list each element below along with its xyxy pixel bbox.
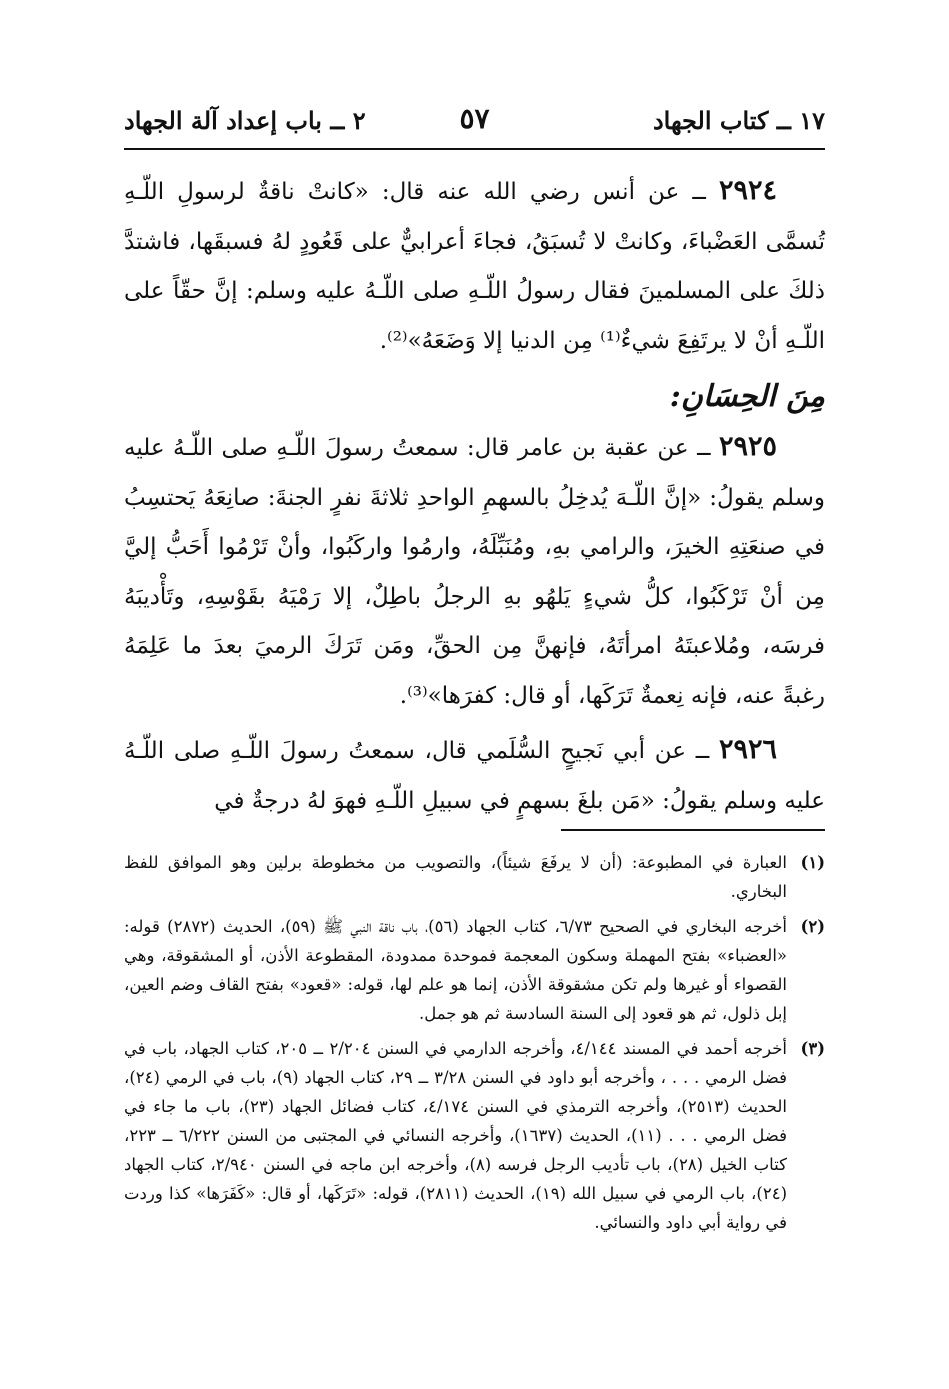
footnote-text: أخرجه أحمد في المسند ٤/١٤٤، وأخرجه الدارمي في السنن ٢/٢٠٤ ــ ٢٠٥، كتاب الجهاد، باب في فضل الرمي . . . ، وأخرجه أبو داود في السنن ٣/٢٨ ــ ٢٩، كتاب الجهاد (٩)، باب في الرمي (٢٤)، الحديث (٢٥١٣)، وأخرجه الترمذي في السنن ٤/١٧٤، كتاب فضائل الجهاد (٢٣)، باب ما جاء في فضل الرمي . . . (١١)، الحديث (١٦٣٧)، وأخرجه النسائي في المجتبى من السنن ٦/٢٢٢ ــ ٢٢٣، كتاب الخيل (٢٨)، باب تأديب الرجل فرسه (٨)، وأخرجه ابن ماجه في السنن ٢/٩٤٠، كتاب الجهاد (٢٤)، باب الرمي في سبيل الله (١٩)، الحديث (٢٨١١)، قوله: «تَرَكَها، أو قال: «كَفَرَها» كذا وردت في رواية أبي داود والنسائي. [124,1039,788,1232]
hadith-2924 [124,166,825,366]
footnote-text: العبارة في المطبوعة: (أن لا يرفَعَ شيئاً)، والتصويب من مخطوطة برلين وهو الموافق للفظ البخاري. [124,853,787,901]
footnotes [124,848,825,1243]
footnote-3 [124,1034,825,1237]
footnote-text: أخرجه البخاري في الصحيح ٦/٧٣، كتاب الجهاد (٥٦)، باب ناقة النبي ﷺ (٥٩)، الحديث (٢٨٧٢) قوله: «العضباء» بفتح المهملة وسكون المعجمة فموحدة ممدودة، المقطوعة الأذن، أو المشقوقة، وهي القصواء أو غيرها ولم تكن مشقوقة الأذن، إنما هو علم لها، قوله: «قعود» بفتح القاف وضم العين، إبل ذلول، ثم هو قعود إلى السنة السادسة ثم هو جمل. [124,917,788,1023]
footnote-number: (٢) [800,917,825,936]
footnote-number: (١) [800,853,825,872]
hadith-text: ــ عن أبي نَجيحٍ السُّلَمي قال، سمعتُ رسولَ اللّـهِ صلى اللّـهُ عليه وسلم يقولُ: «مَن بلغَ بسهمٍ في سبيلِ اللّـهِ فهوَ لهُ درجةٌ في [124,738,825,814]
section-title-header: ٢ ــ باب إعداد آلة الجهاد [124,106,366,135]
hadith-number: ٢٩٢٤ [719,175,778,206]
hadith-2925 [124,422,825,721]
footnote-divider [561,829,825,831]
page-number: ٥٧ [459,102,490,135]
running-header [124,102,825,150]
hadith-number: ٢٩٢٥ [718,431,777,462]
chapter-title: ١٧ ــ كتاب الجهاد [652,106,825,135]
footnote-1 [124,848,825,906]
hadith-text: ــ عن عقبة بن عامر قال: سمعتُ رسولَ اللّـهِ صلى اللّـهُ عليه وسلم يقولُ: «إنَّ اللّـهَ يُدخِلُ بالسهمِ الواحدِ ثلاثةَ نفرٍ الجنةَ: صانِعَهُ يَحتسِبُ في صنعَتِهِ الخيرَ، والرامي بهِ، ومُنَبِّلَهُ، وارمُوا واركَبُوا، وأنْ تَرْمُوا أَحَبُّ إليَّ مِن أنْ تَرْكَبُوا، كلُّ شيءٍ يَلهُو بهِ الرجلُ باطِلٌ، إلا رَمْيَهُ بقَوْسِهِ، وتَأْديبَهُ فرسَه، ومُلاعبتَهُ امرأتَهُ، فإنهنَّ مِن الحقِّ، ومَن تَرَكَ الرميَ بعدَ ما عَلِمَهُ رغبةً عنه، فإنه نِعمةٌ تَرَكَها، أو قال: كفرَها»⁽³⁾. [124,435,825,709]
hadith-text: ــ عن أنس رضي الله عنه قال: «كانتْ ناقةٌ لرسولِ اللّـهِ تُسمَّى العَضْباءَ، وكانتْ لا تُسبَقُ، فجاءَ أعرابيٌّ على قَعُودٍ لهُ فسبقَها، فاشتدَّ ذلكَ على المسلمينَ فقال رسولُ اللّـهِ صلى اللّـهُ عليه وسلم: إنَّ حقّاً على اللّـهِ أنْ لا يرتَفِعَ شيءٌ⁽¹⁾ مِن الدنيا إلا وَضَعَهُ»⁽²⁾. [124,179,825,354]
main-text [124,166,825,826]
footnote-number: (٣) [800,1039,825,1058]
hadith-number: ٢٩٢٦ [719,734,778,765]
section-heading: مِنَ الحِسَانِ: [669,379,825,414]
hadith-2926 [124,725,825,826]
footnote-2 [124,912,825,1028]
